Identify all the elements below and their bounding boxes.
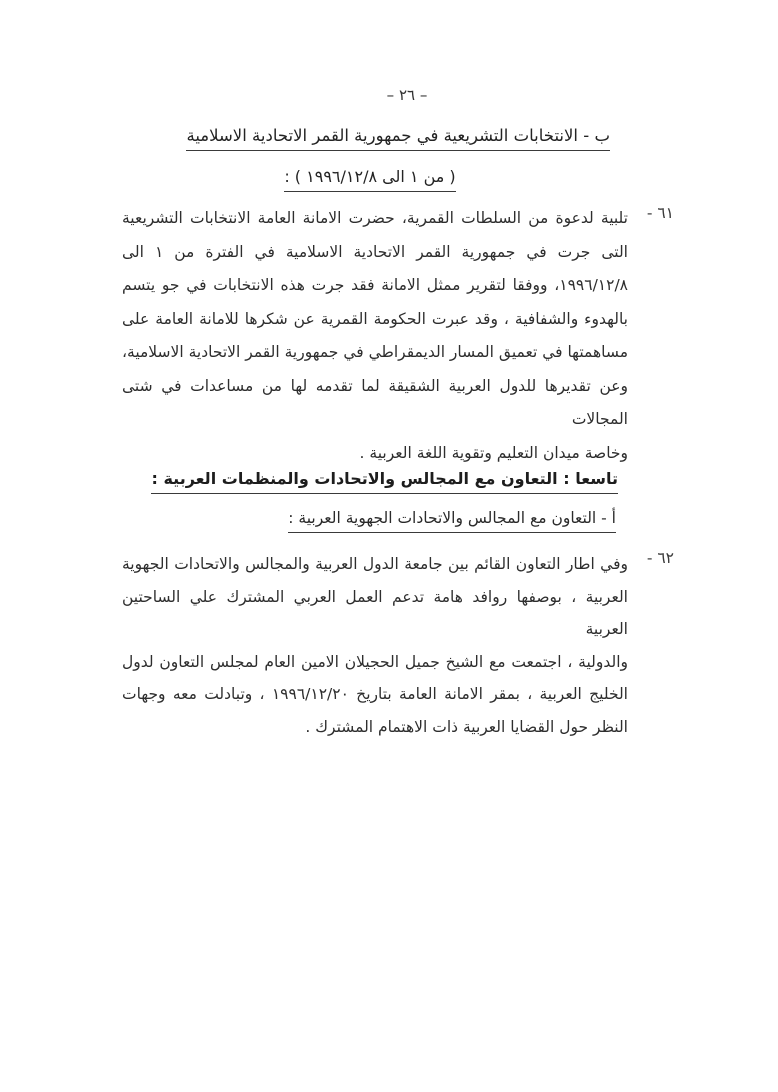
text-line: بالهدوء والشفافية ، وقد عبرت الحكومة القمرية عن شكرها للامانة العامة على xyxy=(122,309,628,328)
text-line: تلبية لدعوة من السلطات القمرية، حضرت الامانة العامة الانتخابات التشريعية xyxy=(122,209,628,227)
text-line: العربية ، بوصفها روافد هامة تدعم العمل العربي المشترك علي الساحتين العربية xyxy=(122,587,628,638)
paragraph-62-text xyxy=(122,548,628,743)
text-line: الخليج العربية ، بمقر الامانة العامة بتاريخ ١٩٩٦/١٢/٢٠ ، وتبادلت معه وجهات xyxy=(122,685,628,703)
text-line: ١٩٩٦/١٢/٨، ووفقا لتقرير ممثل الامانة فقد جرت هذه الانتخابات في جو يتسم xyxy=(122,276,628,294)
text-line: وخاصة ميدان التعليم وتقوية اللغة العربية . xyxy=(359,443,628,462)
paragraph-61-number: ٦١ - xyxy=(646,204,674,222)
paragraph-62-number: ٦٢ - xyxy=(646,549,674,567)
section-b-heading-text: ب - الانتخابات التشريعية في جمهورية القمر الاتحادية الاسلامية xyxy=(186,126,610,151)
paragraph-61-text xyxy=(122,202,628,470)
section-b-heading xyxy=(186,126,610,151)
section-b-date-line xyxy=(0,167,778,192)
page-number: – ٢٦ – xyxy=(386,86,428,104)
text-line: التى جرت في جمهورية القمر الاتحادية الاسلامية في الفترة من ١ الى xyxy=(122,242,628,261)
text-line: وعن تقديرها للدول العربية الشقيقة لما تقدمه لها من مساعدات في شتى المجالات xyxy=(122,376,628,428)
text-line: النظر حول القضايا العربية ذات الاهتمام المشترك . xyxy=(305,717,628,736)
text-line: وفي اطار التعاون القائم بين جامعة الدول العربية والمجالس والاتحادات الجهوية xyxy=(122,555,628,573)
section-9-heading-text: تاسعا : التعاون مع المجالس والاتحادات والمنظمات العربية : xyxy=(151,469,618,494)
section-b-date-text: ( من ١ الى ١٩٩٦/١٢/٨ ) : xyxy=(284,167,455,192)
text-line: والدولية ، اجتمعت مع الشيخ جميل الحجيلان الامين العام لمجلس التعاون لدول xyxy=(122,652,628,671)
section-9-subheading-a-text: أ - التعاون مع المجالس والاتحادات الجهوية العربية : xyxy=(288,509,616,533)
section-9-subheading-a xyxy=(288,509,616,533)
section-9-heading xyxy=(151,469,618,494)
text-line: مساهمتها في تعميق المسار الديمقراطي في جمهورية القمر الاتحادية الاسلامية، xyxy=(122,343,628,361)
